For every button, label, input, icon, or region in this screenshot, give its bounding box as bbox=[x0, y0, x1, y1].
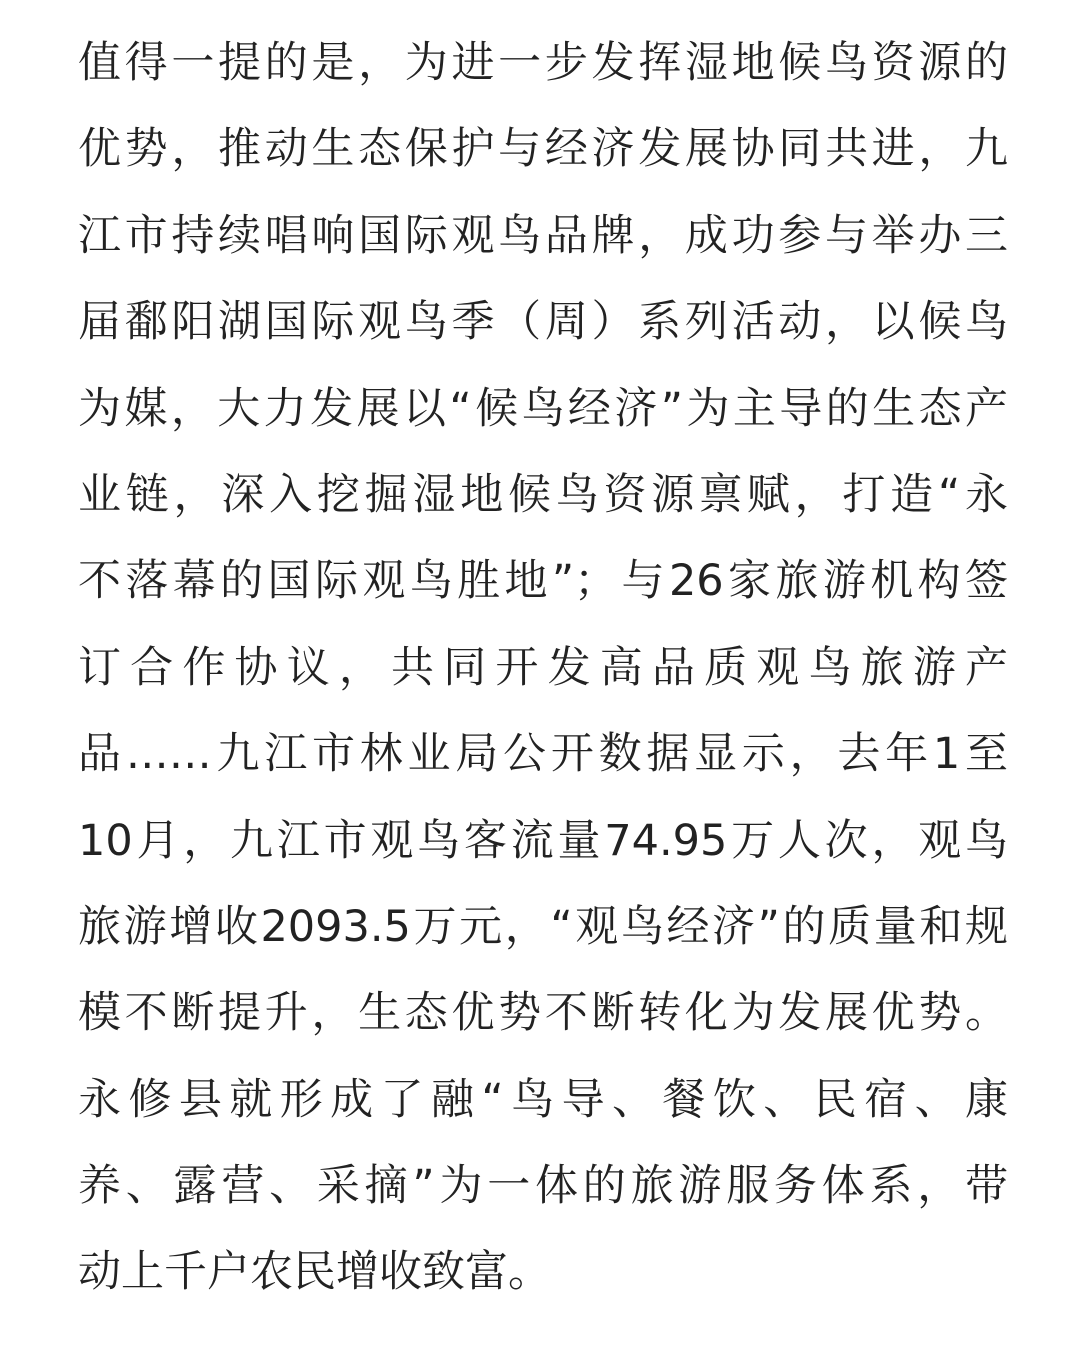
text-line: 旅游增收2093.5万元，“观鸟经济”的质量和规 bbox=[78, 901, 1008, 952]
text-line: 为媒，大力发展以“候鸟经济”为主导的生态产 bbox=[78, 383, 1008, 434]
text-line: 届鄱阳湖国际观鸟季（周）系列活动，以候鸟 bbox=[78, 297, 1008, 348]
text-line: 订合作协议，共同开发高品质观鸟旅游产 bbox=[78, 642, 1008, 693]
text-line: 养、露营、采摘”为一体的旅游服务体系，带 bbox=[78, 1161, 1008, 1212]
text-line: 10月，九江市观鸟客流量74.95万人次，观鸟 bbox=[78, 815, 1008, 866]
text-line: 永修县就形成了融“鸟导、餐饮、民宿、康 bbox=[78, 1074, 1008, 1125]
text-line: 不落幕的国际观鸟胜地”；与26家旅游机构签 bbox=[78, 556, 1008, 607]
text-line: 江市持续唱响国际观鸟品牌，成功参与举办三 bbox=[78, 210, 1008, 261]
text-line: 动上千户农民增收致富。 bbox=[78, 1247, 551, 1298]
article-body bbox=[78, 20, 1008, 1316]
text-line: 品……九江市林业局公开数据显示，去年1至 bbox=[78, 729, 1008, 780]
text-line: 模不断提升，生态优势不断转化为发展优势。 bbox=[78, 988, 1008, 1039]
text-line: 值得一提的是，为进一步发挥湿地候鸟资源的 bbox=[78, 38, 1008, 88]
text-line: 业链，深入挖掘湿地候鸟资源禀赋，打造“永 bbox=[78, 469, 1008, 520]
text-line: 优势，推动生态保护与经济发展协同共进，九 bbox=[78, 124, 1008, 175]
